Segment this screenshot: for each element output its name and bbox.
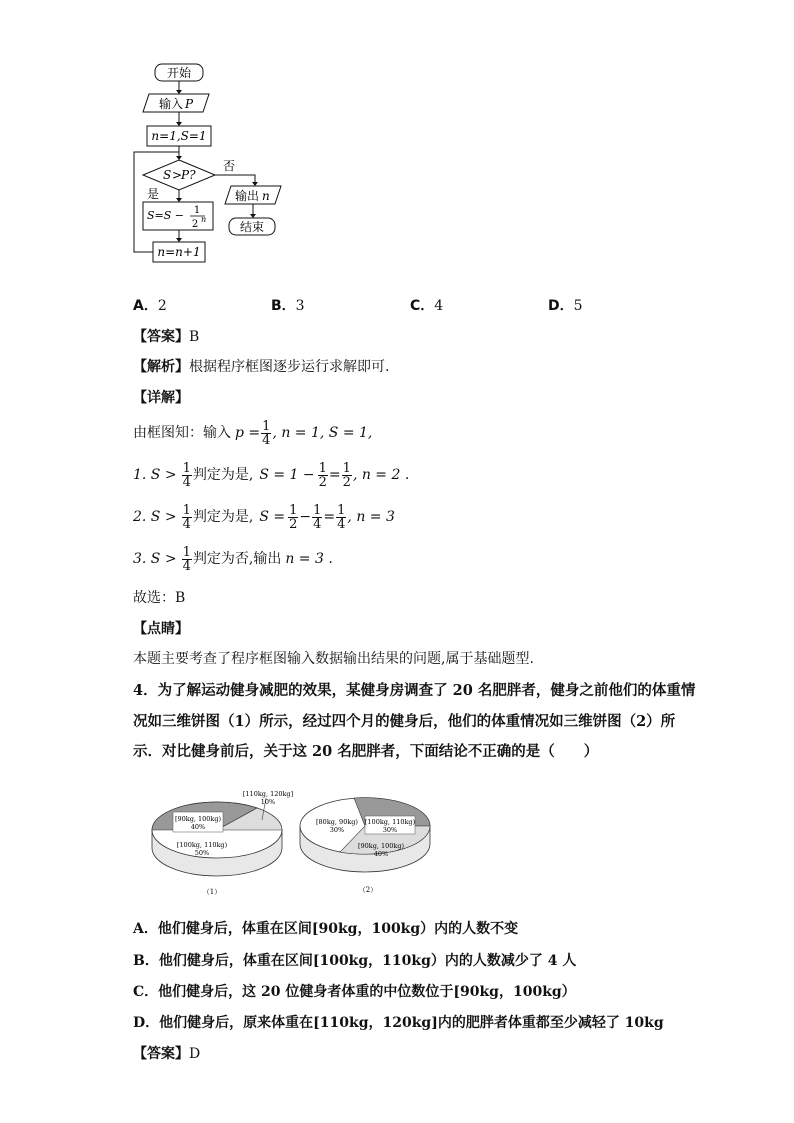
detail-text: 由框图知：输入 (133, 425, 231, 441)
analysis-tag: 【解析】 (133, 359, 189, 375)
q4-answer-line (133, 1045, 200, 1063)
analysis-line (133, 358, 389, 376)
flow-output-var: n (262, 189, 270, 203)
detail-tag: 【详解】 (133, 390, 189, 406)
math-text: S = (259, 509, 286, 525)
detail-step-1 (133, 455, 409, 495)
fraction: $\frac{1}{4}$ (262, 418, 271, 448)
flowchart (125, 58, 295, 280)
flow-cond-p: P? (181, 168, 196, 182)
option-a (133, 297, 167, 315)
flow-cond-gt: > (172, 168, 183, 182)
comment-text: 本题主要考查了程序框图输入数据输出结果的问题,属于基础题型. (133, 651, 534, 667)
q4-option-b: B．他们健身后，体重在区间[100kg，110kg）内的人数减少了 4 人 (133, 953, 577, 969)
q4-stem-line-2: 况如三维饼图（1）所示，经过四个月的健身后，他们的体重情况如三维饼图（2）所 (133, 713, 676, 730)
fraction: $\frac{1}{2}$ (289, 502, 298, 532)
flow-yes-label: 是 (147, 187, 160, 201)
fraction: $\frac{1}{4}$ (182, 460, 191, 490)
q4-option-a: A．他们健身后，体重在区间[90kg，100kg）内的人数不变 (133, 921, 519, 937)
q4-stem-line-1: 4．为了解运动健身减肥的效果，某健身房调查了 20 名肥胖者，健身之前他们的体重情 (133, 682, 696, 699)
answer-line (133, 328, 199, 346)
flow-output-label: 输出 (235, 189, 260, 203)
flow-update-num: 1 (193, 205, 201, 216)
pie1-caption: （1） (202, 888, 222, 896)
math-text: 3. S > (133, 551, 177, 567)
flow-input-label: 输入 (159, 97, 184, 111)
answer-value: D (189, 1046, 201, 1062)
pie2-pct-c: 40% (373, 850, 389, 858)
flow-no-label: 否 (223, 159, 236, 173)
math-text: − (299, 509, 312, 525)
fraction: $\frac{1}{4}$ (182, 544, 191, 574)
pie2-label-a: [80kg, 90kg) (316, 818, 358, 826)
detail-text: 判定为是, (192, 467, 254, 483)
analysis-text: 根据程序框图逐步运行求解即可. (189, 359, 390, 375)
pie-charts-figure (140, 782, 450, 900)
fraction: $\frac{1}{4}$ (182, 502, 191, 532)
math-text: n = 3 . (285, 551, 333, 567)
math-text: , n = 2 . (352, 467, 410, 483)
pie-chart-1 (152, 790, 293, 896)
pie-chart-2 (300, 798, 430, 894)
answer-tag: 【答案】 (133, 329, 189, 345)
option-value: 4 (434, 298, 444, 314)
math-text: S = 1 − (259, 467, 315, 483)
answer-tag: 【答案】 (133, 1046, 189, 1062)
pie2-label-c: [90kg, 100kg) (357, 842, 405, 850)
flow-cond-s: S (163, 168, 172, 182)
flow-input-var: P (185, 97, 194, 111)
pie1-label-c: [100kg, 110kg) (176, 841, 228, 849)
fraction: $\frac{1}{2}$ (342, 460, 351, 490)
flow-increment-label: n=n+1 (157, 245, 201, 259)
detail-text: 判定为否,输出 (192, 551, 282, 567)
option-b (271, 297, 305, 315)
option-value: 2 (157, 298, 167, 314)
flow-update-lhs: S=S − (147, 209, 185, 222)
q4-option-d: D．他们健身后，原来体重在[110kg，120kg]内的肥胖者体重都至少减轻了 10kg (133, 1015, 664, 1031)
option-value: 5 (573, 298, 583, 314)
pie2-label-b: [100kg, 110kg) (364, 818, 416, 826)
fraction: $\frac{1}{4}$ (313, 502, 322, 532)
flow-update-exp: n (201, 215, 207, 224)
detail-line-0 (133, 413, 372, 453)
flow-end-label: 结束 (239, 220, 265, 234)
q4-stem-line-3: 示．对比健身前后，关于这 20 名肥胖者，下面结论不正确的是（ ） (133, 743, 599, 760)
choose-line: 故选：B (133, 590, 186, 606)
math-text: = (323, 509, 336, 525)
comment-tag: 【点睛】 (133, 621, 189, 637)
math-text: = (328, 467, 341, 483)
fraction: $\frac{1}{4}$ (337, 502, 346, 532)
option-value: 3 (295, 298, 305, 314)
flow-update-den: 2 (191, 219, 199, 230)
option-d (548, 297, 583, 315)
pie1-pct-b: 40% (190, 823, 206, 831)
pie1-label-a: [110kg, 120kg] (242, 790, 294, 798)
math-text: 1. S > (133, 467, 177, 483)
option-c (410, 297, 443, 315)
math-text: p = (235, 425, 261, 441)
option-letter: A． (133, 298, 158, 314)
detail-step-2 (133, 497, 395, 537)
pie1-pct-a: 10% (260, 798, 276, 806)
math-text: , n = 3 (347, 509, 395, 525)
option-letter: B． (271, 298, 296, 314)
answer-value: B (189, 329, 200, 345)
option-letter: C． (410, 298, 435, 314)
math-text: 2. S > (133, 509, 177, 525)
option-letter: D． (548, 298, 574, 314)
pie1-pct-c: 50% (194, 849, 210, 857)
flow-init-label: n=1,S=1 (151, 129, 207, 143)
math-text: , n = 1, S = 1, (272, 425, 373, 441)
pie2-pct-b: 30% (382, 826, 398, 834)
pie1-label-b: [90kg, 100kg) (174, 815, 222, 823)
pie2-caption: （2） (358, 886, 378, 894)
pie2-pct-a: 30% (329, 826, 345, 834)
detail-text: 判定为是, (192, 509, 254, 525)
detail-step-3 (133, 539, 333, 579)
fraction: $\frac{1}{2}$ (318, 460, 327, 490)
flow-start-label: 开始 (166, 66, 192, 80)
q4-option-c: C．他们健身后，这 20 位健身者体重的中位数位于[90kg，100kg） (133, 984, 576, 1000)
